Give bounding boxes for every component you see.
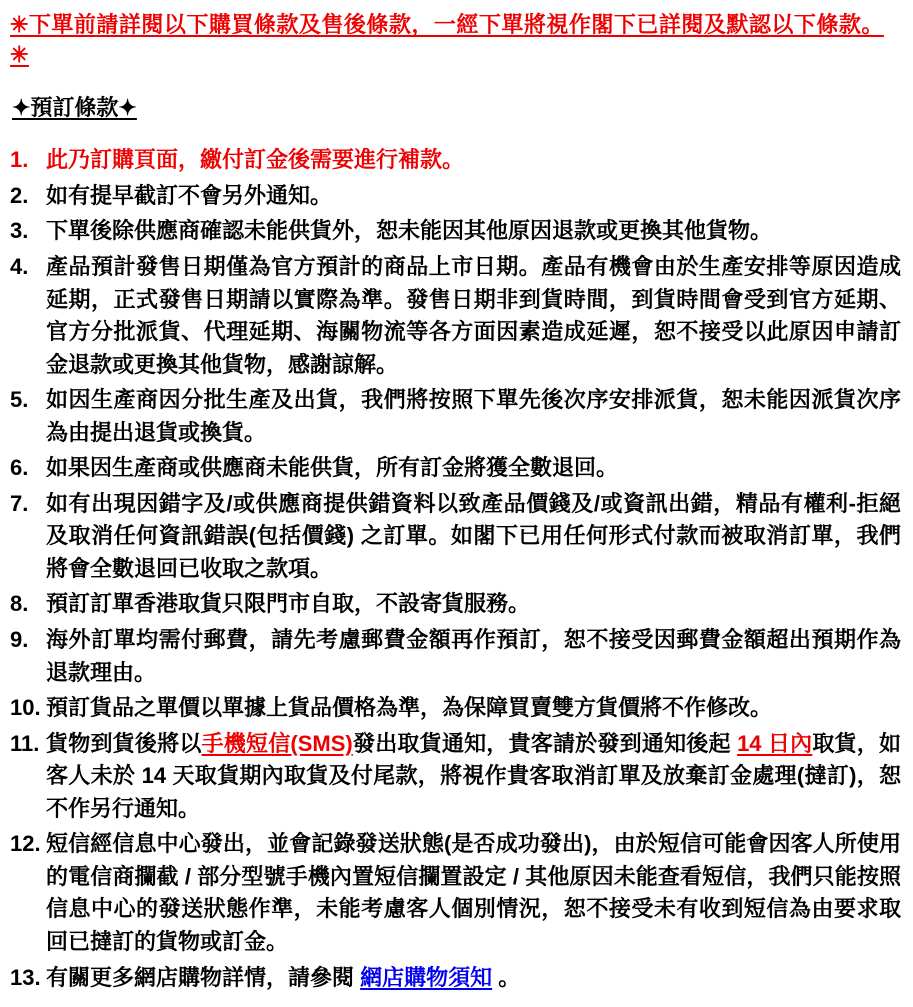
term-item-5 bbox=[10, 384, 901, 449]
term-number: 5. bbox=[10, 387, 29, 413]
term-item-8 bbox=[10, 588, 901, 621]
text-segment: 預訂貨品之單價以單據上貨品價格為準，為保障買賣雙方貨價將不作修改。 bbox=[46, 695, 773, 721]
term-item-6 bbox=[10, 452, 901, 485]
text-segment: 取貨，如客人未於 14 天取貨期內取貨及付尾款，將視作貴客取消訂單及放棄訂金處理(撻訂)，恕不作另行通知。 bbox=[46, 730, 901, 821]
text-segment: 如因生產商因分批生產及出貨，我們將按照下單先後次序安排派貨，恕未能因派貨次序為由提出退貨或換貨。 bbox=[46, 387, 901, 445]
text-segment: 貨物到貨後將以 bbox=[46, 730, 202, 756]
term-text bbox=[46, 452, 901, 485]
text-segment: 下單後除供應商確認未能供貨外，恕未能因其他原因退款或更換其他貨物。 bbox=[46, 218, 773, 244]
term-text bbox=[46, 384, 901, 449]
preorder-warning-banner: ✳下單前請詳閱以下購買條款及售後條款，一經下單將視作閣下已詳閱及默認以下條款。 ✳ bbox=[10, 12, 884, 67]
terms-list bbox=[10, 144, 901, 994]
text-segment: 14 日內 bbox=[737, 730, 813, 756]
text-segment: 手機短信(SMS) bbox=[201, 730, 353, 756]
term-item-13 bbox=[10, 962, 901, 995]
term-text bbox=[46, 488, 901, 586]
text-segment: 如有提早截訂不會另外通知。 bbox=[46, 182, 333, 208]
text-segment: 有關更多網店購物詳情，請參閱 bbox=[46, 964, 361, 990]
term-text bbox=[46, 692, 901, 725]
term-number: 4. bbox=[10, 254, 29, 280]
term-text bbox=[46, 624, 901, 689]
text-segment: 。 bbox=[492, 964, 521, 990]
term-number: 3. bbox=[10, 218, 29, 244]
term-item-9 bbox=[10, 624, 901, 689]
term-item-10 bbox=[10, 692, 901, 725]
text-segment: 產品預計發售日期僅為官方預計的商品上市日期。產品有機會由於生產安排等原因造成延期，正式發售日期請以實際為準。發售日期非到貨時間，到貨時間會受到官方延期、官方分批派貨、代理延期、海關物流等各方面因素造成延遲，恕不接受以此原因申請訂金退款或更換其他貨物，感謝諒解。 bbox=[46, 254, 901, 377]
term-text bbox=[46, 962, 901, 995]
text-segment: 預訂訂單香港取貨只限門市自取，不設寄貨服務。 bbox=[46, 591, 531, 617]
term-item-2 bbox=[10, 180, 901, 213]
shop-notice-link[interactable]: 網店購物須知 bbox=[360, 964, 493, 990]
text-segment: 海外訂單均需付郵費，請先考慮郵費金額再作預訂，恕不接受因郵費金額超出預期作為退款理由。 bbox=[46, 627, 901, 685]
term-item-4 bbox=[10, 251, 901, 381]
term-item-1 bbox=[10, 144, 901, 177]
term-text bbox=[46, 828, 901, 958]
term-number: 13. bbox=[10, 964, 41, 990]
term-number: 10. bbox=[10, 695, 41, 721]
term-text bbox=[46, 144, 901, 177]
term-number: 11. bbox=[10, 730, 40, 756]
term-item-11 bbox=[10, 728, 901, 826]
term-item-7 bbox=[10, 488, 901, 586]
term-number: 12. bbox=[10, 831, 41, 857]
term-text bbox=[46, 180, 901, 213]
term-number: 8. bbox=[10, 591, 29, 617]
term-number: 6. bbox=[10, 455, 29, 481]
text-segment: 短信經信息中心發出，並會記錄發送狀態(是否成功發出)，由於短信可能會因客人所使用的電信商攔截 / 部分型號手機內置短信攔置設定 / 其他原因未能查看短信，我們只能按照信息中心的發送狀態作準，未能考慮客人個別情況，恕不接受未有收到短信為由要求取回已撻訂的貨物或訂金。 bbox=[46, 831, 901, 954]
term-text bbox=[46, 588, 901, 621]
term-text bbox=[46, 251, 901, 381]
text-segment: 如果因生產商或供應商未能供貨，所有訂金將獲全數退回。 bbox=[46, 455, 619, 481]
term-item-12 bbox=[10, 828, 901, 958]
term-number: 9. bbox=[10, 627, 29, 653]
term-item-3 bbox=[10, 215, 901, 248]
term-number: 1. bbox=[10, 147, 29, 173]
term-number: 2. bbox=[10, 182, 29, 208]
text-segment: 發出取貨通知，貴客請於發到通知後起 bbox=[352, 730, 738, 756]
term-text bbox=[46, 728, 901, 826]
term-text bbox=[46, 215, 901, 248]
text-segment: 如有出現因錯字及/或供應商提供錯資料以致產品價錢及/或資訊出錯，精品有權利-拒絕及取消任何資訊錯誤(包括價錢) 之訂單。如閣下已用任何形式付款而被取消訂單，我們將會全數退回已收取之款項。 bbox=[46, 490, 901, 581]
text-segment: 此乃訂購頁面，繳付訂金後需要進行補款。 bbox=[46, 147, 465, 173]
section-title-preorder-terms: ✦預訂條款✦ bbox=[12, 95, 137, 121]
term-number: 7. bbox=[10, 490, 29, 516]
